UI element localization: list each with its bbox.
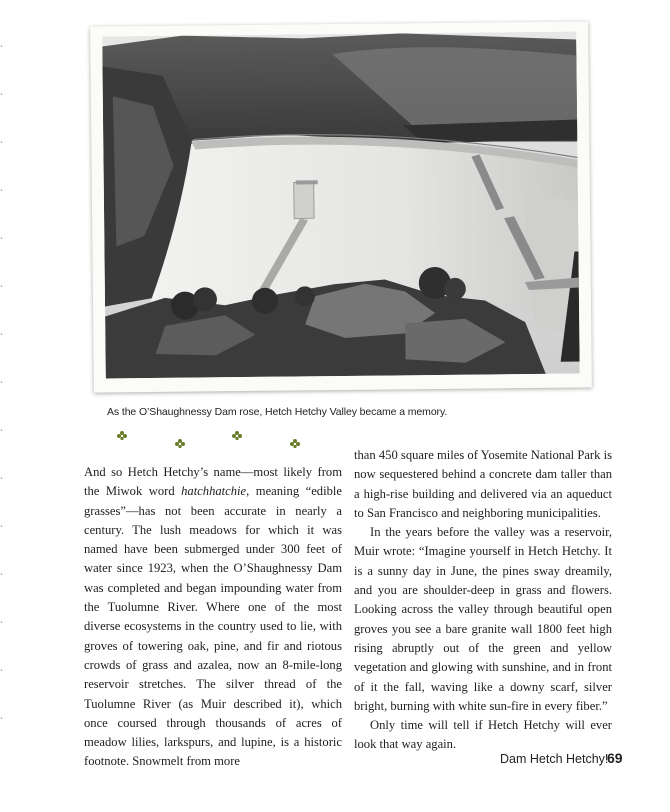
miwok-word: hatchhatchie [181,484,247,499]
page-number: 69 [607,750,623,766]
right-column [354,446,612,755]
dam-photograph [102,32,580,379]
left-column [84,463,342,772]
margin-dots [0,0,4,807]
dam-photo-frame [90,21,592,392]
leaf-ornament-icon [116,430,128,442]
body-paragraph: than 450 square miles of Yosemite National Park is now sequestered behind a concrete dam taller than a high-rise building and delivered via an aqueduct to San Francisco and neighboring municipalities. [354,448,612,520]
body-paragraph: And so Hetch Hetchy’s name—most likely from the Miwok word hatchhatchie, meaning “edible grasses”—has not been accurate in nearly a century. The lush meadows for which it was named have been submerged under 300 feet of water since 1923, when the O’Shaughnessy Dam was completed and began impounding water from the Tuolumne River. Where one of the most diverse ecosystems in the country used to lie, with groves of towering oak, pine, and fir and riotous crowds of grass and azalea, now an 8-mile-long reservoir stretches. The silver thread of the Tuolumne River (as Muir described it), which once coursed through thousands of acres of meadow lilies, larkspurs, and lupine, is a historic footnote. Snowmelt from more [84,465,342,769]
leaf-ornament-icon [231,430,243,442]
muir-quote-paragraph: In the years before the valley was a reservoir, Muir wrote: “Imagine yourself in Hetch Hetchy. It is a sunny day in June, the pines sway dreamily, and you are shoulder-deep in grass and flowers. Looking across the valley through beautiful open groves you see a bare granite wall 1800 feet high rising abruptly out of the green and yellow vegetation and glowing with sunshine, and in front of it the fall, waving like a downy scarf, silver bright, burning with white sun-fire in every fiber.” [354,525,612,713]
leaf-ornament-icon [174,438,186,450]
closing-paragraph: Only time will tell if Hetch Hetchy will ever look that way again. [354,718,612,752]
leaf-ornament-icon [289,438,301,450]
running-footer-title: Dam Hetch Hetchy! [500,752,609,766]
photo-caption: As the O’Shaughnessy Dam rose, Hetch Hetchy Valley became a memory. [107,406,448,418]
